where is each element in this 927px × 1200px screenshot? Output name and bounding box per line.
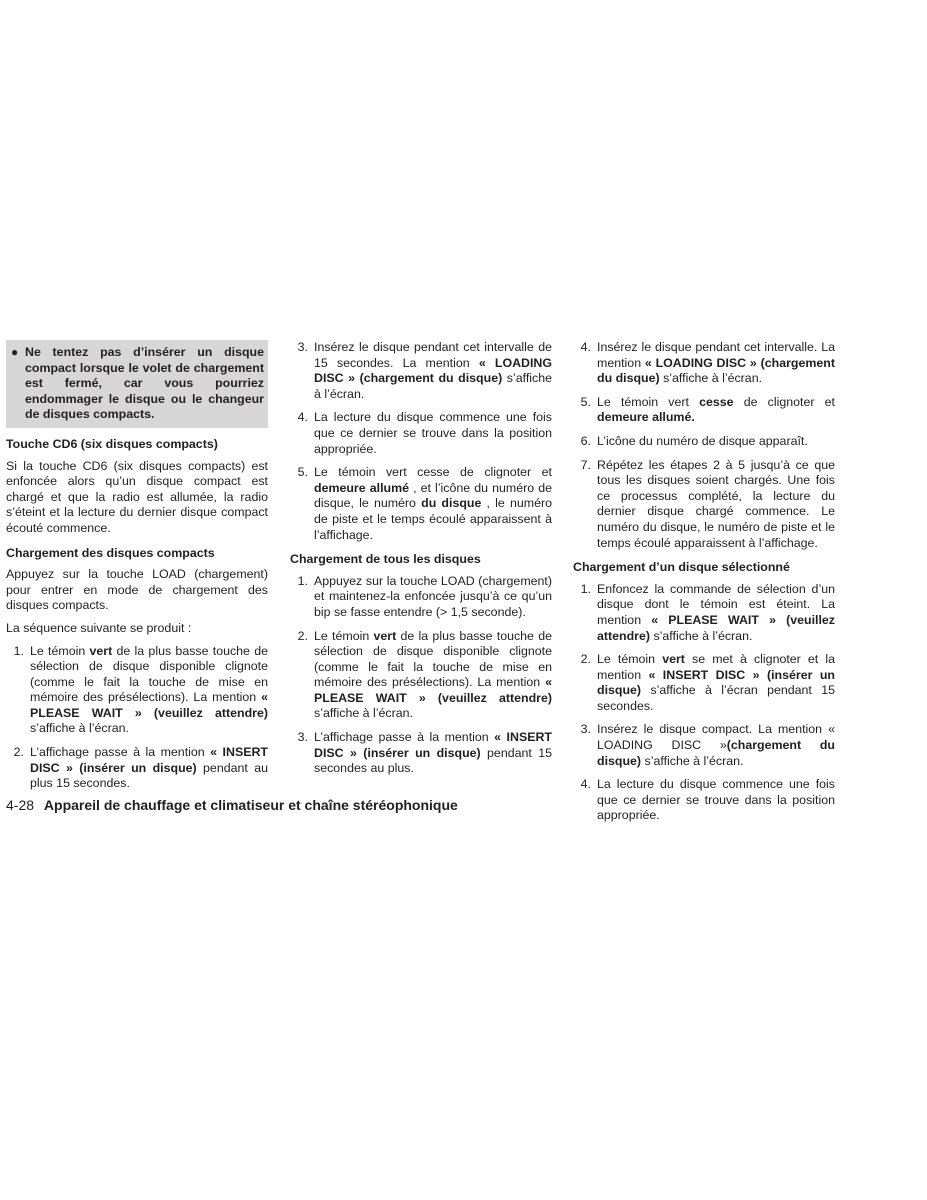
section-title: Appareil de chauffage et climatiseur et chaîne stéréophonique	[43, 797, 458, 813]
warning-box	[6, 340, 268, 428]
list-number: 3.	[297, 340, 308, 354]
numbered-list	[573, 582, 835, 824]
warning-text: Ne tentez pas d’insérer un disque compact lorsque le volet de chargement est fermé, car vous pourriez endommager le disque ou le changeur de disques compacts.	[25, 345, 264, 422]
list-number: 3.	[580, 722, 591, 737]
column-1	[6, 340, 268, 800]
list-number: 1.	[580, 581, 591, 596]
list-item: 4. Insérez le disque pendant cet intervalle. La mention « LOADING DISC » (chargement du disque) s’affiche à l’écran.	[573, 340, 835, 387]
heading-load-selected: Chargement d’un disque sélectionné	[573, 560, 790, 575]
list-number: 2.	[580, 652, 591, 667]
numbered-list	[6, 644, 268, 792]
list-item: 1. Appuyez sur la touche LOAD (chargement) et maintenez-la enfoncée jusqu’à ce qu’un bip se fasse entendre (> 1,5 seconde).	[290, 574, 552, 621]
column-3	[573, 340, 835, 832]
list-number: 5.	[297, 465, 308, 480]
list-item: 2. Le témoin vert de la plus basse touche de sélection de disque disponible clignote (comme le fait la touche de mise en mémoire des présélections). La mention « PLEASE WAIT » (veuillez attendre) s’affiche à l’écran.	[290, 629, 552, 723]
page-footer	[6, 797, 458, 813]
list-number: 2.	[13, 745, 24, 760]
list-number: 4.	[580, 340, 591, 354]
list-item: 6. L’icône du numéro de disque apparaît.	[573, 434, 835, 450]
list-item: 2. L’affichage passe à la mention « INSERT DISC » (insérer un disque) pendant au plus 15 secondes.	[6, 745, 268, 792]
page-number: 4-28	[6, 797, 35, 813]
list-number: 2.	[297, 628, 308, 643]
list-item: 5. Le témoin vert cesse de clignoter et demeure allumé , et l’icône du numéro de disque, le numéro du disque , le numéro de piste et le temps écoulé apparaissent à l’affichage.	[290, 465, 552, 543]
list-item: 1. Enfoncez la commande de sélection d’un disque dont le témoin est éteint. La mention « PLEASE WAIT » (veuillez attendre) s’affiche à l’écran.	[573, 582, 835, 644]
list-item: 3. L’affichage passe à la mention « INSERT DISC » (insérer un disque) pendant 15 secondes au plus.	[290, 730, 552, 777]
paragraph-loading: Appuyez sur la touche LOAD (chargement) pour entrer en mode de chargement des disques compacts.	[6, 567, 268, 613]
heading-loading: Chargement des disques compacts	[6, 545, 215, 560]
list-item: 4. La lecture du disque commence une fois que ce dernier se trouve dans la position appropriée.	[573, 777, 835, 824]
list-number: 1.	[13, 643, 24, 658]
list-item: 4. La lecture du disque commence une fois que ce dernier se trouve dans la position appropriée.	[290, 410, 552, 457]
numbered-list	[290, 340, 552, 543]
numbered-list	[290, 574, 552, 777]
column-2	[290, 340, 552, 785]
list-item: 2. Le témoin vert se met à clignoter et la mention « INSERT DISC » (insérer un disque) s’affiche à l’écran pendant 15 secondes.	[573, 652, 835, 714]
list-number: 3.	[297, 730, 308, 745]
list-number: 1.	[297, 573, 308, 588]
list-item: 3. Insérez le disque compact. La mention « LOADING DISC »(chargement du disque) s’affiche à l’écran.	[573, 722, 835, 769]
paragraph-sequence: La séquence suivante se produit :	[6, 620, 192, 635]
list-number: 4.	[580, 777, 591, 792]
list-number: 7.	[580, 457, 591, 472]
list-item: 1. Le témoin vert de la plus basse touche de sélection de disque disponible clignote (comme le fait la touche de mise en mémoire des présélections). La mention « PLEASE WAIT » (veuillez attendre) s’affiche à l’écran.	[6, 644, 268, 738]
paragraph-cd6: Si la touche CD6 (six disques compacts) est enfoncée alors qu’un disque compact est chargé et que la radio est allumée, la radio s’éteint et la lecture du dernier disque compact écouté commence.	[6, 458, 268, 535]
list-item: 7. Répétez les étapes 2 à 5 jusqu’à ce que tous les disques soient chargés. Une fois ce processus complété, la lecture du dernier disque chargé commence. Le numéro du disque, le numéro de piste et le temps écoulé apparaissent à l’affichage.	[573, 458, 835, 552]
heading-cd6: Touche CD6 (six disques compacts)	[6, 436, 218, 451]
numbered-list	[573, 340, 835, 551]
heading-load-all: Chargement de tous les disques	[290, 552, 481, 567]
bullet-icon: ●	[11, 345, 19, 359]
list-number: 4.	[297, 410, 308, 425]
list-number: 6.	[580, 433, 591, 448]
list-item: 5. Le témoin vert cesse de clignoter et demeure allumé.	[573, 395, 835, 426]
list-item: 3. Insérez le disque pendant cet intervalle de 15 secondes. La mention « LOADING DISC » (chargement du disque) s’affiche à l’écran.	[290, 340, 552, 402]
list-number: 5.	[580, 394, 591, 409]
